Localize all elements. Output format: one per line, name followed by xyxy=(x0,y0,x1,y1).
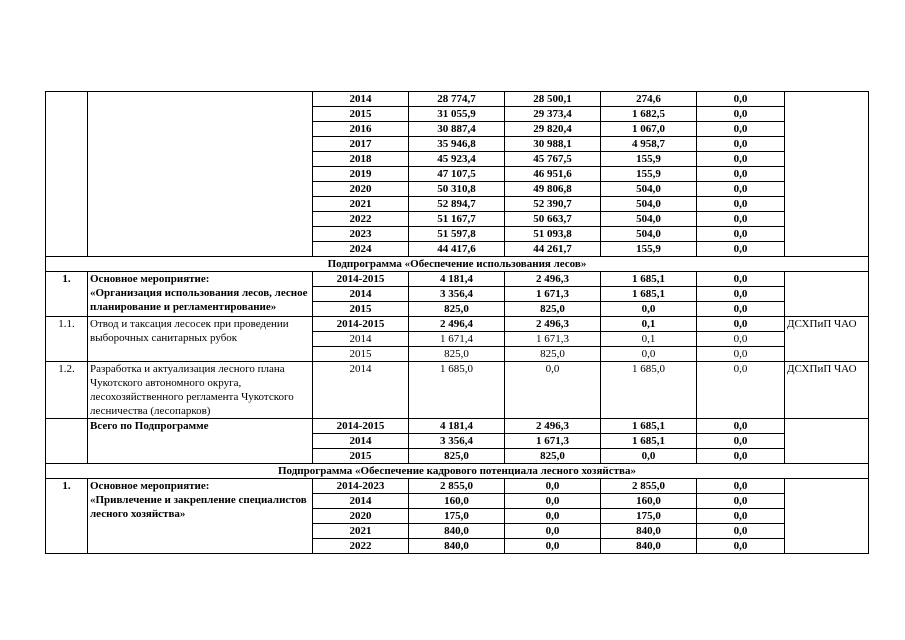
year-cell: 2014-2015 xyxy=(313,317,409,332)
value-cell: 0,0 xyxy=(697,509,785,524)
year-cell: 2015 xyxy=(313,302,409,317)
item-name-line: «Организация использования лесов, лесное планирование и регламентирование» xyxy=(90,287,308,313)
table-body xyxy=(46,92,869,554)
year-cell: 2022 xyxy=(313,539,409,554)
value-cell: 155,9 xyxy=(601,242,697,257)
item-name: Отвод и таксация лесосек при проведении выборочных санитарных рубок xyxy=(88,317,313,362)
total-cell: 50 310,8 xyxy=(409,182,505,197)
total-cell: 4 181,4 xyxy=(409,272,505,287)
table-row xyxy=(46,464,869,479)
total-cell: 51 597,8 xyxy=(409,227,505,242)
value-cell: 0,0 xyxy=(697,362,785,419)
value-cell: 1 685,1 xyxy=(601,419,697,434)
value-cell: 29 373,4 xyxy=(505,107,601,122)
value-cell: 0,0 xyxy=(697,524,785,539)
total-cell: 52 894,7 xyxy=(409,197,505,212)
budget-table xyxy=(45,91,869,554)
year-cell: 2021 xyxy=(313,197,409,212)
value-cell: 1 685,1 xyxy=(601,272,697,287)
value-cell: 825,0 xyxy=(505,347,601,362)
value-cell: 504,0 xyxy=(601,197,697,212)
value-cell: 0,0 xyxy=(697,152,785,167)
value-cell: 274,6 xyxy=(601,92,697,107)
item-number: 1.2. xyxy=(46,362,88,419)
item-name-line: «Привлечение и закрепление специалистов лесного хозяйства» xyxy=(90,494,307,520)
value-cell: 4 958,7 xyxy=(601,137,697,152)
value-cell: 1 671,3 xyxy=(505,332,601,347)
value-cell: 28 500,1 xyxy=(505,92,601,107)
exec-cell: ДСХПиП ЧАО xyxy=(785,362,869,419)
total-cell: 35 946,8 xyxy=(409,137,505,152)
item-name xyxy=(88,479,313,554)
table-row xyxy=(46,362,869,419)
value-cell: 155,9 xyxy=(601,152,697,167)
subprogram-title: Подпрограмма «Обеспечение кадрового потенциала лесного хозяйства» xyxy=(46,464,869,479)
value-cell: 0,0 xyxy=(697,449,785,464)
total-cell: 2 855,0 xyxy=(409,479,505,494)
year-cell: 2023 xyxy=(313,227,409,242)
value-cell: 825,0 xyxy=(505,302,601,317)
year-cell: 2014 xyxy=(313,287,409,302)
item-name-line: Основное мероприятие: xyxy=(90,273,210,285)
value-cell: 175,0 xyxy=(601,509,697,524)
year-cell: 2015 xyxy=(313,107,409,122)
value-cell: 155,9 xyxy=(601,167,697,182)
total-cell: 1 685,0 xyxy=(409,362,505,419)
year-cell: 2022 xyxy=(313,212,409,227)
value-cell: 46 951,6 xyxy=(505,167,601,182)
total-cell: 30 887,4 xyxy=(409,122,505,137)
total-cell: 3 356,4 xyxy=(409,287,505,302)
value-cell: 2 496,3 xyxy=(505,272,601,287)
value-cell: 0,0 xyxy=(601,347,697,362)
exec-cell xyxy=(785,92,869,257)
year-cell: 2018 xyxy=(313,152,409,167)
value-cell: 0,1 xyxy=(601,317,697,332)
name-cell xyxy=(88,92,313,257)
year-cell: 2015 xyxy=(313,449,409,464)
total-cell: 47 107,5 xyxy=(409,167,505,182)
value-cell: 2 855,0 xyxy=(601,479,697,494)
total-cell: 2 496,4 xyxy=(409,317,505,332)
item-number: 1. xyxy=(46,479,88,554)
value-cell: 0,0 xyxy=(697,272,785,287)
year-cell: 2015 xyxy=(313,347,409,362)
value-cell: 0,0 xyxy=(697,287,785,302)
year-cell: 2014-2023 xyxy=(313,479,409,494)
year-cell: 2016 xyxy=(313,122,409,137)
value-cell: 825,0 xyxy=(505,449,601,464)
item-name-line: Основное мероприятие: xyxy=(90,480,210,492)
year-cell: 2014 xyxy=(313,434,409,449)
value-cell: 0,0 xyxy=(601,449,697,464)
value-cell: 1 067,0 xyxy=(601,122,697,137)
value-cell: 49 806,8 xyxy=(505,182,601,197)
value-cell: 504,0 xyxy=(601,227,697,242)
value-cell: 0,0 xyxy=(697,137,785,152)
value-cell: 0,0 xyxy=(697,167,785,182)
value-cell: 0,0 xyxy=(697,494,785,509)
year-cell: 2014 xyxy=(313,92,409,107)
value-cell: 0,0 xyxy=(697,122,785,137)
value-cell: 0,0 xyxy=(697,317,785,332)
value-cell: 0,0 xyxy=(697,479,785,494)
value-cell: 0,0 xyxy=(697,332,785,347)
value-cell: 1 671,3 xyxy=(505,434,601,449)
total-cell: 160,0 xyxy=(409,494,505,509)
value-cell: 0,0 xyxy=(697,347,785,362)
num-cell xyxy=(46,419,88,464)
total-cell: 175,0 xyxy=(409,509,505,524)
table-row xyxy=(46,272,869,287)
exec-cell xyxy=(785,479,869,554)
value-cell: 30 988,1 xyxy=(505,137,601,152)
total-cell: 825,0 xyxy=(409,347,505,362)
year-cell: 2024 xyxy=(313,242,409,257)
value-cell: 0,0 xyxy=(697,212,785,227)
total-cell: 45 923,4 xyxy=(409,152,505,167)
total-cell: 31 055,9 xyxy=(409,107,505,122)
value-cell: 0,1 xyxy=(601,332,697,347)
total-cell: 3 356,4 xyxy=(409,434,505,449)
value-cell: 1 685,0 xyxy=(601,362,697,419)
num-cell xyxy=(46,92,88,257)
value-cell: 0,0 xyxy=(505,479,601,494)
value-cell: 52 390,7 xyxy=(505,197,601,212)
value-cell: 0,0 xyxy=(697,242,785,257)
table-row xyxy=(46,419,869,434)
value-cell: 0,0 xyxy=(697,539,785,554)
value-cell: 0,0 xyxy=(697,182,785,197)
value-cell: 0,0 xyxy=(697,227,785,242)
value-cell: 1 685,1 xyxy=(601,287,697,302)
total-label: Всего по Подпрограмме xyxy=(88,419,313,464)
exec-cell xyxy=(785,419,869,464)
value-cell: 0,0 xyxy=(697,419,785,434)
value-cell: 0,0 xyxy=(505,494,601,509)
year-cell: 2014 xyxy=(313,332,409,347)
total-cell: 28 774,7 xyxy=(409,92,505,107)
value-cell: 840,0 xyxy=(601,524,697,539)
total-cell: 840,0 xyxy=(409,524,505,539)
value-cell: 0,0 xyxy=(505,524,601,539)
total-cell: 44 417,6 xyxy=(409,242,505,257)
value-cell: 0,0 xyxy=(697,302,785,317)
total-cell: 825,0 xyxy=(409,449,505,464)
value-cell: 0,0 xyxy=(601,302,697,317)
value-cell: 0,0 xyxy=(697,107,785,122)
item-number: 1. xyxy=(46,272,88,317)
table-row xyxy=(46,257,869,272)
year-cell: 2020 xyxy=(313,509,409,524)
value-cell: 2 496,3 xyxy=(505,317,601,332)
subprogram-title: Подпрограмма «Обеспечение использования лесов» xyxy=(46,257,869,272)
value-cell: 0,0 xyxy=(505,509,601,524)
value-cell: 0,0 xyxy=(697,434,785,449)
value-cell: 840,0 xyxy=(601,539,697,554)
value-cell: 1 671,3 xyxy=(505,287,601,302)
year-cell: 2019 xyxy=(313,167,409,182)
year-cell: 2017 xyxy=(313,137,409,152)
total-cell: 840,0 xyxy=(409,539,505,554)
total-cell: 51 167,7 xyxy=(409,212,505,227)
item-number: 1.1. xyxy=(46,317,88,362)
year-cell: 2021 xyxy=(313,524,409,539)
value-cell: 504,0 xyxy=(601,212,697,227)
table-row xyxy=(46,317,869,332)
table-row xyxy=(46,479,869,494)
value-cell: 160,0 xyxy=(601,494,697,509)
year-cell: 2020 xyxy=(313,182,409,197)
year-cell: 2014-2015 xyxy=(313,272,409,287)
value-cell: 29 820,4 xyxy=(505,122,601,137)
value-cell: 45 767,5 xyxy=(505,152,601,167)
year-cell: 2014-2015 xyxy=(313,419,409,434)
value-cell: 2 496,3 xyxy=(505,419,601,434)
total-cell: 1 671,4 xyxy=(409,332,505,347)
total-cell: 4 181,4 xyxy=(409,419,505,434)
table-row xyxy=(46,92,869,107)
value-cell: 0,0 xyxy=(697,92,785,107)
value-cell: 1 685,1 xyxy=(601,434,697,449)
value-cell: 0,0 xyxy=(505,362,601,419)
year-cell: 2014 xyxy=(313,494,409,509)
total-cell: 825,0 xyxy=(409,302,505,317)
value-cell: 504,0 xyxy=(601,182,697,197)
value-cell: 1 682,5 xyxy=(601,107,697,122)
value-cell: 0,0 xyxy=(697,197,785,212)
exec-cell: ДСХПиП ЧАО xyxy=(785,317,869,362)
year-cell: 2014 xyxy=(313,362,409,419)
value-cell: 50 663,7 xyxy=(505,212,601,227)
value-cell: 0,0 xyxy=(505,539,601,554)
item-name: Разработка и актуализация лесного плана Чукотского автономного округа, лесохозяйственного регламента Чукотского лесничества (лесопарков) xyxy=(88,362,313,419)
item-name xyxy=(88,272,313,317)
exec-cell xyxy=(785,272,869,317)
value-cell: 44 261,7 xyxy=(505,242,601,257)
value-cell: 51 093,8 xyxy=(505,227,601,242)
